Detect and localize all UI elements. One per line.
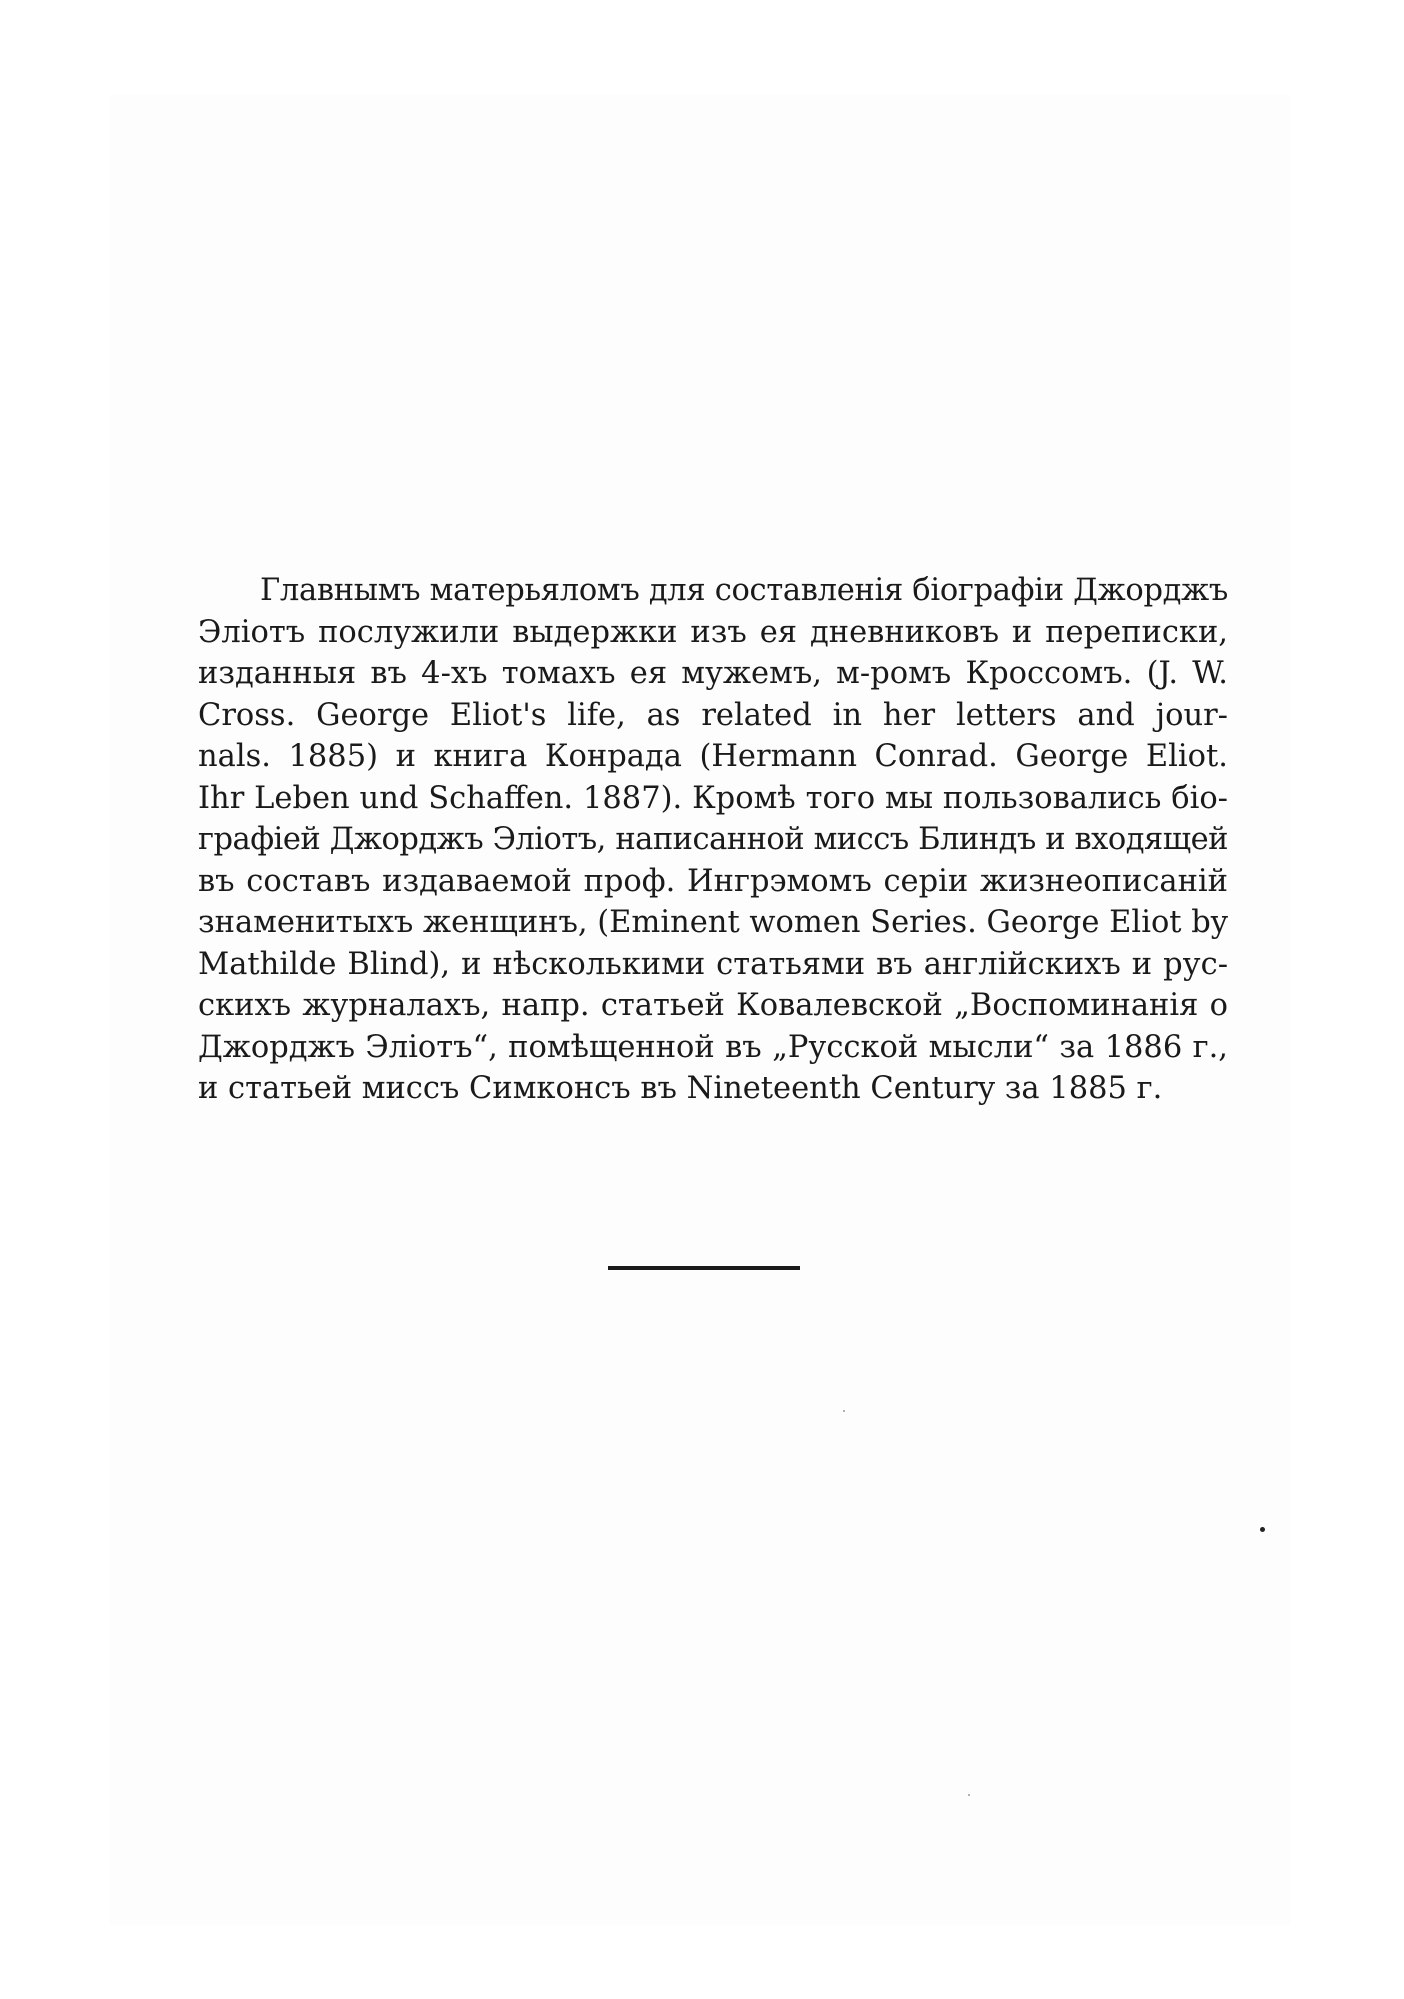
note-line-9: знаменитыхъ женщинъ, (Eminent women Series. George Eliot by [198,905,1229,940]
note-line-8: въ составъ издаваемой проф. Ингрэмомъ серіи жизнеописаній [198,863,1228,899]
note-line-7: графіей Джорджъ Эліотъ, написанной миссъ Блиндъ и входящей [198,822,1228,857]
note-line-11: скихъ журналахъ, напр. статьей Ковалевской „Воспоминанія о [198,988,1228,1023]
note-line-3: изданныя въ 4-хъ томахъ ея мужемъ, м-ромъ Кроссомъ. (J. W. [198,656,1228,691]
note-line-10: Mathilde Blind), и нѣсколькими статьями въ англійскихъ и рус- [198,946,1228,982]
scan-speck [968,1794,970,1796]
note-line-13: и статьей миссъ Симконсъ въ Nineteenth Century за 1885 г. [198,1071,1163,1106]
closing-rule [608,1266,800,1270]
note-line-6: Ihr Leben und Schaffen. 1887). Кромѣ того мы пользовались біо- [198,780,1228,816]
note-line-12: Джорджъ Эліотъ“, помѣщенной въ „Русской мысли“ за 1886 г., [198,1029,1228,1065]
scan-speck [1260,1527,1265,1532]
note-line-1: Главнымъ матерьяломъ для составленія біографіи Джорджъ [260,573,1229,608]
scan-speck [843,1410,845,1412]
note-line-5: nals. 1885) и книга Конрада (Hermann Conrad. George Eliot. [198,739,1228,774]
note-line-4: Cross. George Eliot's life, as related in her letters and jour- [198,697,1228,733]
note-line-2: Эліотъ послужили выдержки изъ ея дневниковъ и переписки, [198,614,1228,650]
bibliographic-note [198,570,1228,1110]
